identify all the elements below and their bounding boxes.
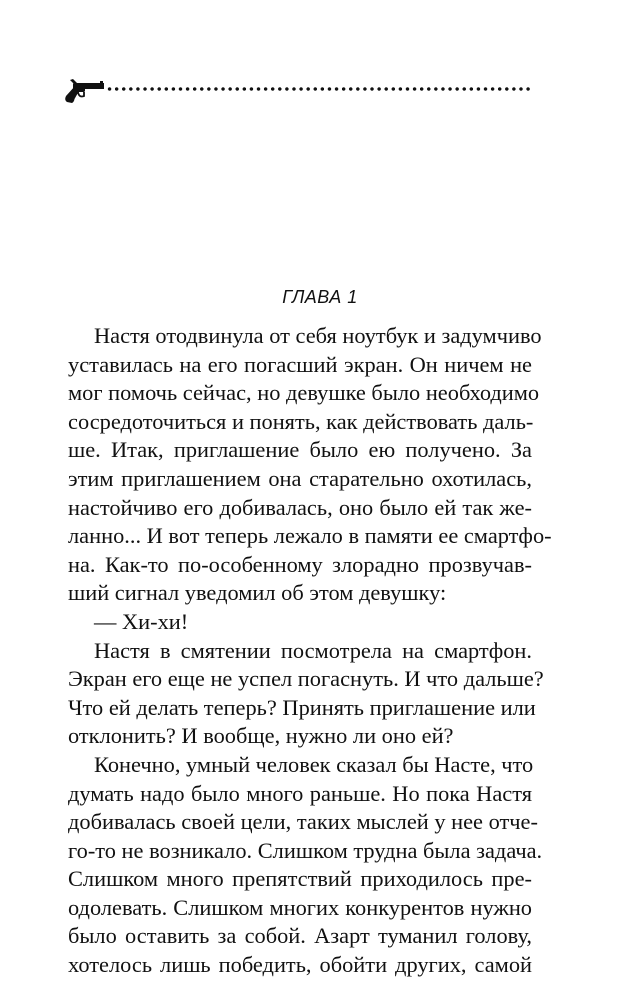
text-line: сосредоточиться и понять, как действовать даль- [68, 408, 534, 434]
chapter-title: ГЛАВА 1 [282, 287, 358, 307]
text-line: на. Как-то по-особенному злорадно прозвучав- [68, 551, 532, 577]
header-ornament [62, 78, 532, 104]
text-line: Конечно, умный человек сказал бы Насте, что [94, 751, 534, 777]
text-line: было оставить за собой. Азарт туманил голову, [68, 923, 532, 949]
text-line: настойчиво его добивалась, оно было ей так же- [68, 494, 532, 520]
text-line: Настя в смятении посмотрела на смартфон. [94, 637, 532, 663]
text-line: добивалась своей цели, таких мыслей у нее отче- [68, 809, 538, 835]
body-text [68, 322, 552, 980]
text-line: хотелось лишь победить, обойти других, самой [68, 952, 532, 978]
text-line: отклонить? И вообще, нужно ли оно ей? [68, 723, 454, 749]
text-line: уставилась на его погасший экран. Он ничем не [68, 351, 532, 377]
text-line: думать надо было много раньше. Но пока Настя [68, 780, 532, 806]
text-line: Экран его еще не успел погаснуть. И что дальше? [68, 666, 544, 692]
text-line: этим приглашением она старательно охотилась, [68, 465, 532, 491]
text-line: Что ей делать теперь? Принять приглашение или [68, 694, 536, 720]
text-line: Настя отодвинула от себя ноутбук и задумчиво [94, 323, 542, 348]
text-line: Слишком много препятствий приходилось пре- [68, 866, 532, 892]
text-line: — Хи-хи! [94, 608, 189, 634]
text-line: го-то не возникало. Слишком трудна была задача. [68, 837, 543, 863]
text-line: ше. Итак, приглашение было ею получено. За [68, 437, 532, 463]
text-line: ланно... И вот теперь лежало в памяти ее смартфо- [68, 523, 552, 549]
dotted-rule [106, 87, 532, 91]
text-line: одолевать. Слишком многих конкурентов нужно [68, 894, 532, 920]
text-line: ший сигнал уведомил об этом девушку: [68, 580, 447, 606]
revolver-icon [62, 78, 104, 104]
text-line: мог помочь сейчас, но девушке было необходимо [68, 380, 540, 406]
